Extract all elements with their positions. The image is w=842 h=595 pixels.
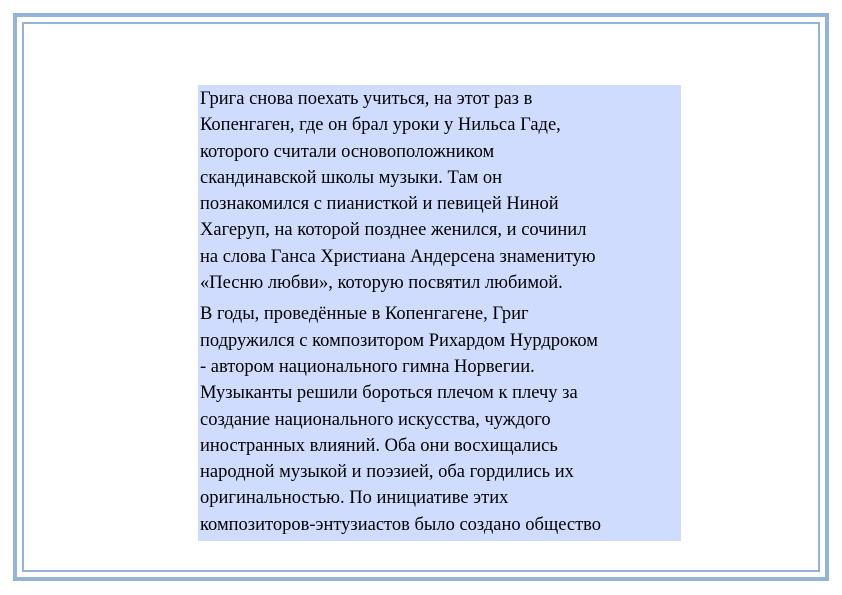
- text-line: оригинальностью. По инициативе этих: [200, 488, 509, 509]
- text-line: народной музыкой и поэзией, оба гордились их: [200, 462, 574, 483]
- text-line: Хагеруп, на которой позднее женился, и сочинил: [200, 220, 587, 241]
- text-line: - автором национального гимна Норвегии.: [200, 356, 535, 377]
- text-line: Грига снова поехать учиться, на этот раз в: [200, 89, 533, 109]
- text-line: Копенгаген, где он брал уроки у Нильса Гаде,: [200, 115, 561, 136]
- text-line: создание национального искусства, чуждого: [200, 409, 551, 430]
- paragraph-2: [200, 301, 681, 538]
- text-line: «Песню любви», которую посвятил любимой.: [200, 273, 563, 294]
- text-line: композиторов-энтузиастов было создано общество: [200, 514, 602, 535]
- text-line: на слова Ганса Христиана Андерсена знаменитую: [200, 246, 596, 267]
- text-line: иностранных влияний. Оба они восхищались: [200, 435, 558, 456]
- text-box: [198, 85, 681, 541]
- paragraph-1: [200, 86, 681, 296]
- text-line: скандинавской школы музыки. Там он: [200, 167, 503, 188]
- text-line: подружился с композитором Рихардом Нурдроком: [200, 330, 598, 351]
- text-line: В годы, проведённые в Копенгагене, Григ: [200, 304, 529, 325]
- text-line: познакомился с пианисткой и певицей Ниной: [200, 194, 559, 215]
- text-line: которого считали основоположником: [200, 141, 495, 162]
- text-line: Музыканты решили бороться плечом к плечу за: [200, 383, 578, 404]
